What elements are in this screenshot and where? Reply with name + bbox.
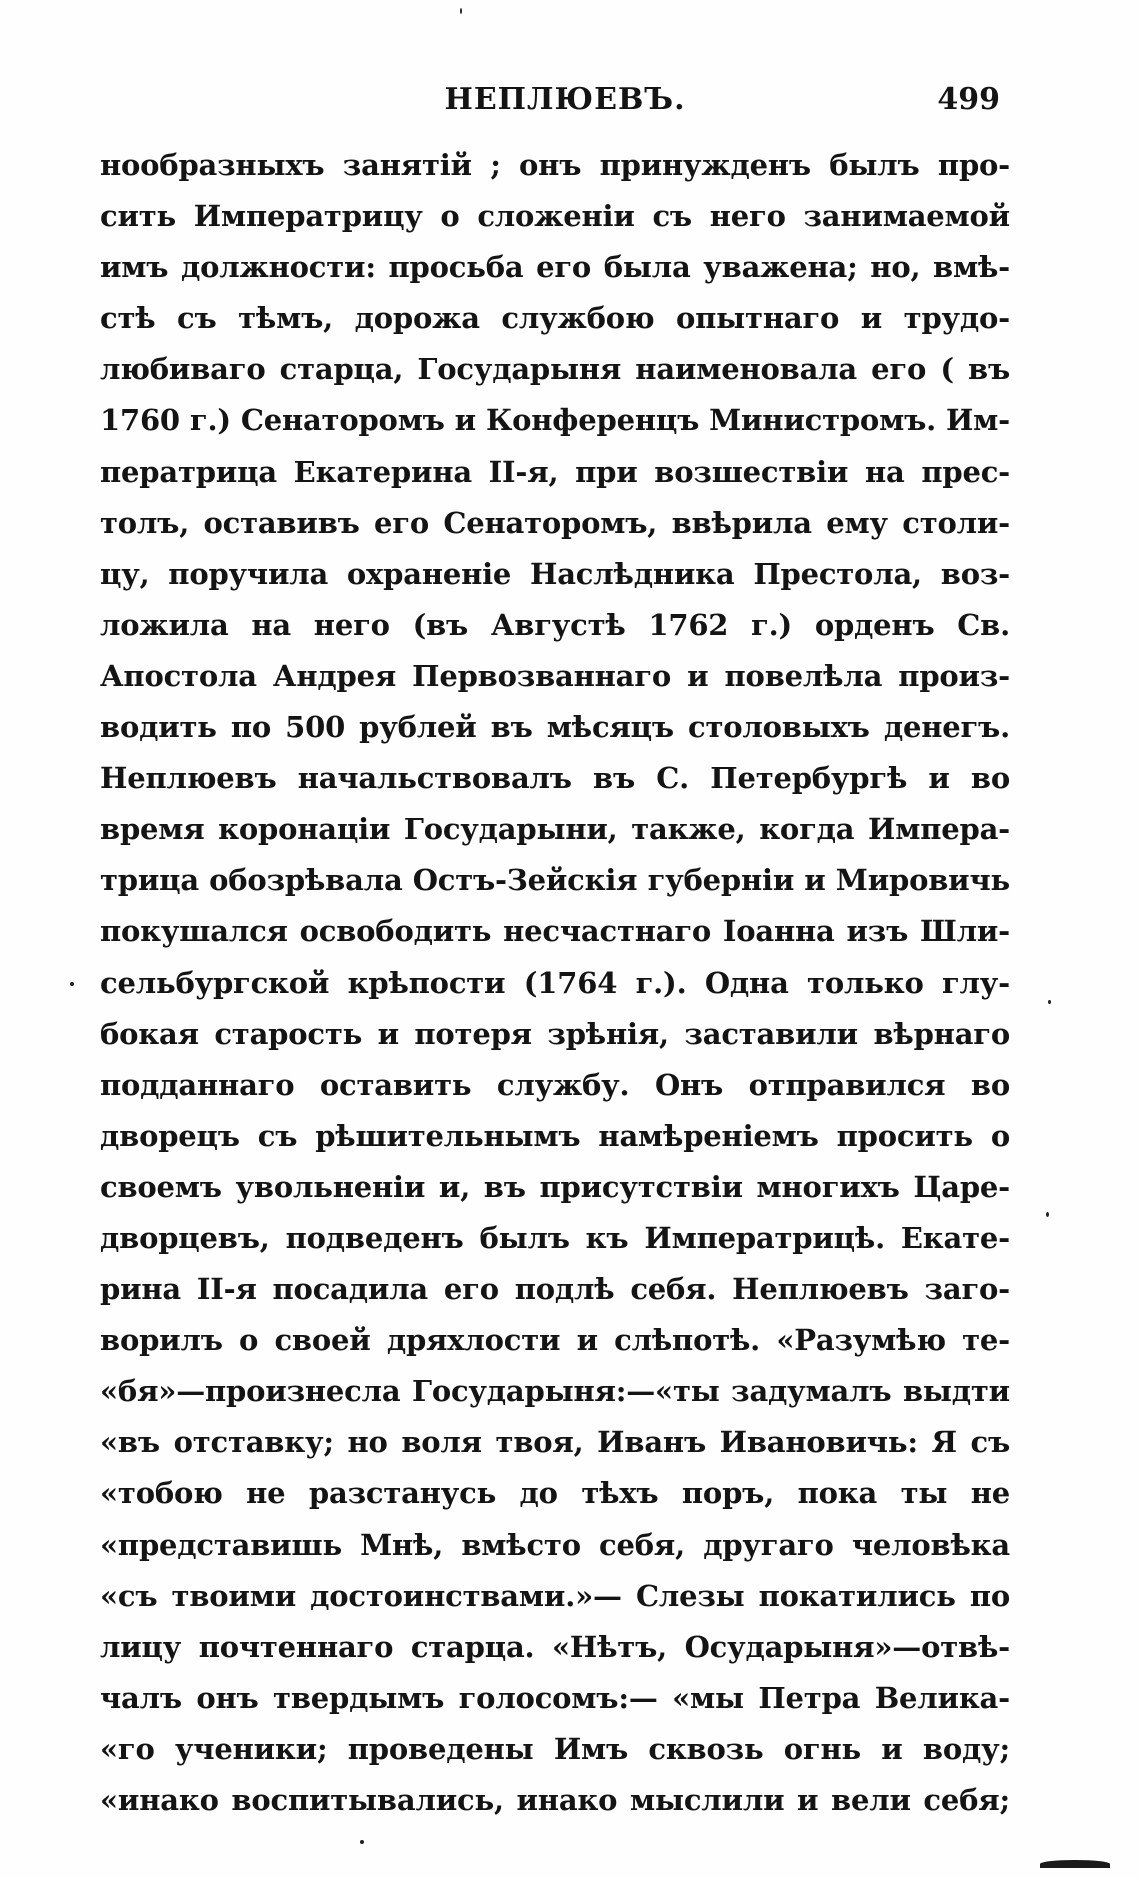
text-line: лицу почтеннаго старца. «Нѣтъ, Осударыня»—отвѣ-	[100, 1629, 1010, 1664]
running-head	[100, 70, 1030, 130]
text-line: «тобою не разстанусь до тѣхъ поръ, пока ты не	[100, 1476, 1010, 1511]
text-line: время коронаціи Государыни, также, когда Импера-	[100, 812, 1010, 847]
body-text	[100, 140, 1010, 1826]
print-speck	[1046, 1212, 1049, 1217]
text-line: «инако воспитывались, инако мыслили и вели себя;	[100, 1783, 1010, 1817]
text-line: 1760 г.) Сенаторомъ и Конференцъ Министромъ. Им-	[100, 403, 1010, 438]
running-title: НЕПЛЮЕВЪ.	[444, 82, 686, 117]
print-speck	[1048, 1000, 1051, 1004]
text-line: покушался освободить несчастнаго Іоанна изъ Шли-	[100, 914, 1010, 949]
text-line: водить по 500 рублей въ мѣсяцъ столовыхъ денегъ.	[100, 710, 1010, 745]
text-line: своемъ увольненіи и, въ присутствіи многихъ Царе-	[100, 1169, 1010, 1204]
text-line: «въ отставку; но воля твоя, Иванъ Ивановичь: Я съ	[100, 1425, 1010, 1460]
page-number: 499	[937, 82, 1000, 117]
text-line: любиваго старца, Государыня наименовала его ( въ	[100, 352, 1010, 387]
text-line: рина II-я посадила его подлѣ себя. Неплюевъ заго-	[100, 1272, 1010, 1307]
text-line: Неплюевъ начальствовалъ въ С. Петербургѣ и во	[100, 761, 1010, 796]
print-speck	[460, 8, 462, 14]
text-line: сить Императрицу о сложеніи съ него занимаемой	[100, 199, 1010, 234]
text-line: сельбургской крѣпости (1764 г.). Одна только глу-	[100, 965, 1010, 1000]
text-line: стѣ съ тѣмъ, дорожа службою опытнаго и трудо-	[100, 301, 1010, 336]
text-line: дворецъ съ рѣшительнымъ намѣреніемъ просить о	[100, 1118, 1010, 1153]
text-line: ператрица Екатерина II-я, при возшествіи на прес-	[100, 454, 1010, 489]
print-speck	[360, 1840, 364, 1844]
text-line: нообразныхъ занятій ; онъ принужденъ былъ про-	[100, 148, 1010, 182]
text-line: имъ должности: просьба его была уважена; но, вмѣ-	[100, 250, 1010, 285]
print-speck	[70, 982, 74, 986]
text-line: дворцевъ, подведенъ былъ къ Императрицѣ. Екате-	[100, 1220, 1010, 1255]
text-line: ложила на него (въ Августѣ 1762 г.) орденъ Св.	[100, 607, 1010, 642]
text-line: чалъ онъ твердымъ голосомъ:— «мы Петра Велика-	[100, 1680, 1010, 1715]
print-mark	[1040, 1860, 1110, 1868]
text-line: трица обозрѣвала Остъ-Зейскія губерніи и Мировичь	[100, 863, 1010, 898]
text-line: «бя»—произнесла Государыня:—«ты задумалъ выдти	[100, 1374, 1010, 1409]
text-line: «съ твоими достоинствами.»— Слезы покатились по	[100, 1578, 1010, 1613]
text-line: подданнаго оставить службу. Онъ отправился во	[100, 1067, 1010, 1102]
text-line: ворилъ о своей дряхлости и слѣпотѣ. «Разумѣю те-	[100, 1323, 1010, 1358]
text-line: «представишь Мнѣ, вмѣсто себя, другаго человѣка	[100, 1527, 1010, 1562]
text-line: «го ученики; проведены Имъ сквозь огнь и воду;	[100, 1731, 1010, 1766]
text-line: цу, поручила охраненіе Наслѣдника Престола, воз-	[100, 556, 1010, 591]
text-line: толъ, оставивъ его Сенаторомъ, ввѣрила ему столи-	[100, 505, 1010, 540]
text-line: бокая старость и потеря зрѣнія, заставили вѣрнаго	[100, 1016, 1010, 1051]
text-line: Апостола Андрея Первозваннаго и повелѣла произ-	[100, 658, 1010, 693]
